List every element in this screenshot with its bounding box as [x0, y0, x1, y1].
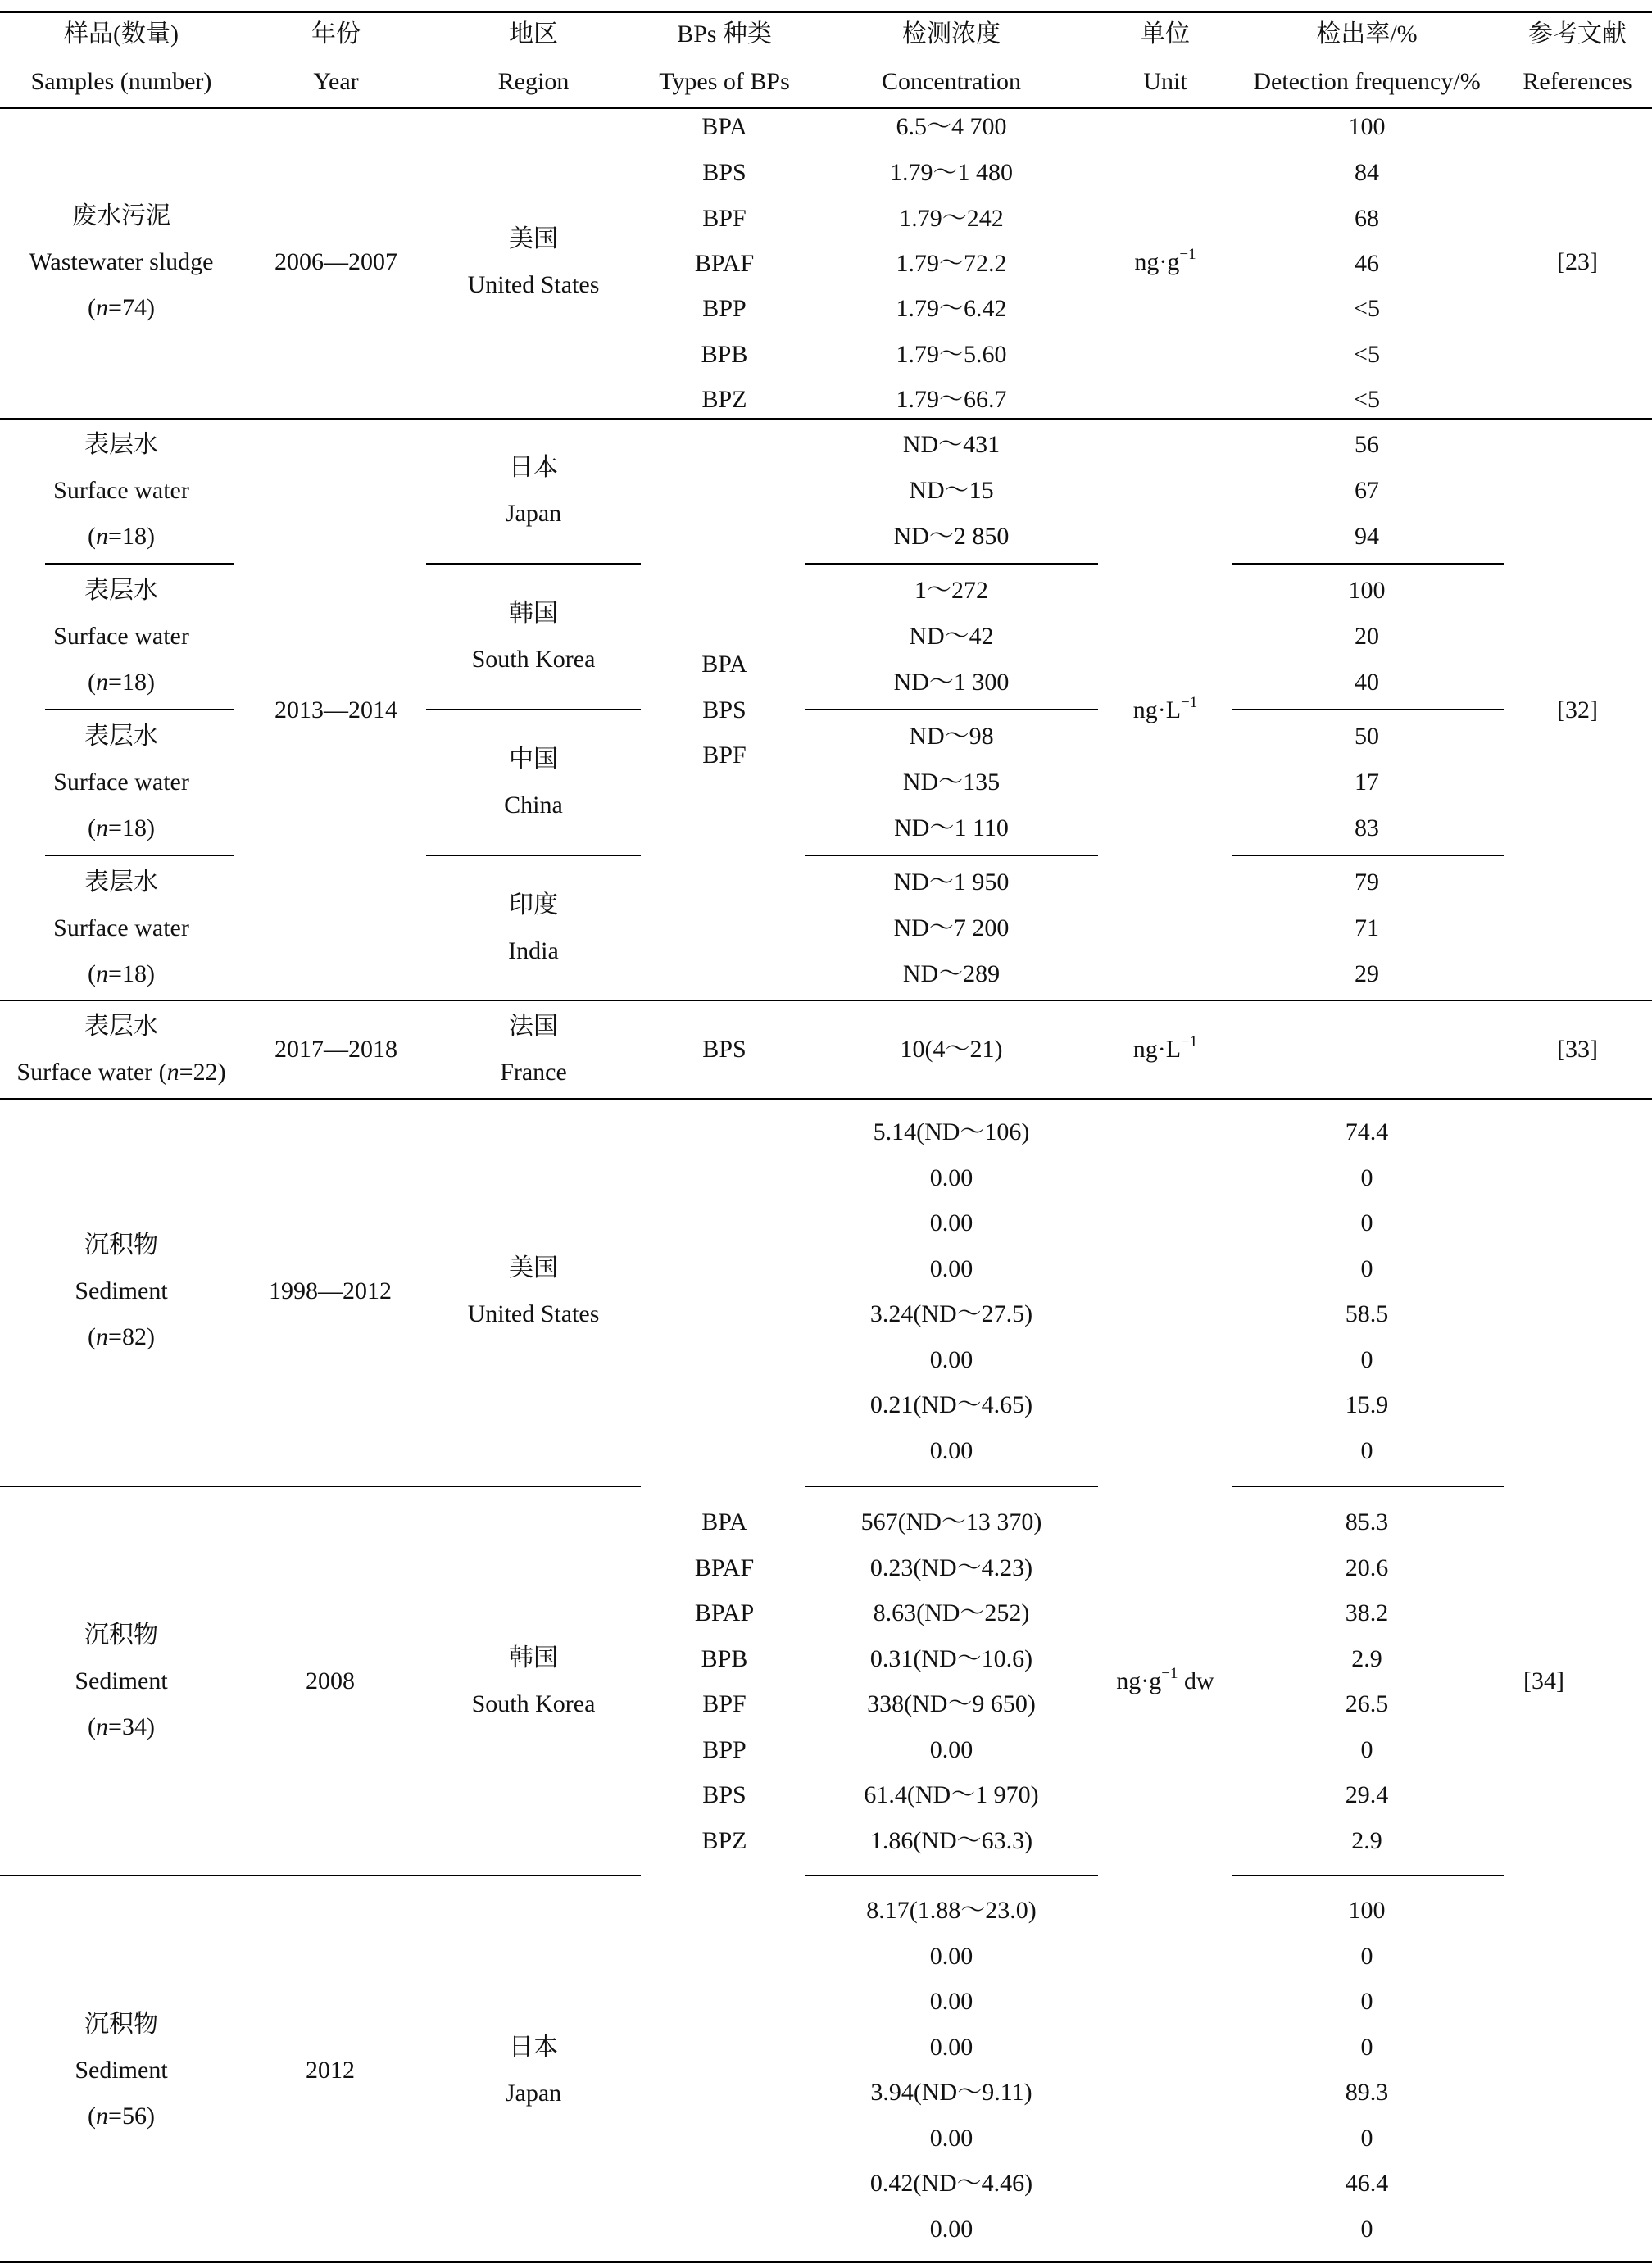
subgroup-divider [0, 1486, 641, 1487]
frequency-cell: 0 [1360, 1437, 1373, 1464]
frequency-cell: 50 [1355, 723, 1379, 750]
header-types-zh: BPs 种类 [677, 20, 772, 48]
table-top-rule [0, 11, 1652, 13]
concentration-cell: 0.23(ND～4.23) [869, 1554, 1033, 1581]
frequency-cell: 100 [1348, 1897, 1386, 1924]
type-cell: BPS [702, 1781, 747, 1808]
unit-text: ng·g [1134, 248, 1180, 275]
type-cell: BPA [701, 651, 747, 678]
header-ref-en: References [1523, 68, 1632, 95]
type-cell: BPAP [694, 1599, 755, 1626]
frequency-cell: 20 [1355, 623, 1379, 650]
frequency-cell: 38.2 [1345, 1599, 1389, 1626]
concentration-cell: 1.86(ND～63.3) [869, 1827, 1033, 1854]
unit-exponent: −1 [1161, 1665, 1178, 1682]
frequency-cell: 17 [1355, 769, 1379, 796]
unit-suffix: dw [1178, 1667, 1214, 1694]
concentration-cell: 1.79～5.60 [896, 341, 1007, 368]
sample-n: (n=18) [88, 814, 155, 841]
subgroup-divider [45, 855, 234, 856]
subgroup-divider [1232, 563, 1504, 565]
header-types-en: Types of BPs [659, 68, 790, 95]
unit-cell [1132, 1033, 1198, 1063]
region-zh: 中国 [509, 746, 558, 773]
sample-n: (n=74) [88, 294, 155, 321]
concentration-cell: 1.79～66.7 [896, 386, 1007, 413]
frequency-cell: 67 [1355, 477, 1379, 504]
table-bottom-rule [0, 2261, 1652, 2263]
concentration-cell: ND～135 [902, 769, 1001, 796]
concentration-cell: 0.21(ND～4.65) [869, 1391, 1033, 1418]
type-cell: BPZ [701, 386, 747, 413]
frequency-cell: 0 [1360, 2216, 1373, 2243]
frequency-cell: 26.5 [1345, 1690, 1389, 1717]
region-en: South Korea [471, 1690, 596, 1717]
concentration-cell: 1～272 [914, 577, 988, 604]
reference-cell: [33] [1557, 1036, 1598, 1063]
type-cell: BPZ [701, 1827, 747, 1854]
frequency-cell: <5 [1354, 295, 1380, 322]
region-zh: 日本 [509, 2034, 558, 2061]
sample-n: (n=18) [88, 960, 155, 987]
sample-zh: 表层水 [84, 1013, 158, 1040]
concentration-cell: 0.00 [929, 1346, 974, 1373]
frequency-cell: 58.5 [1345, 1300, 1389, 1327]
unit-exponent: −1 [1181, 1033, 1198, 1050]
reference-cell: [34] [1523, 1667, 1564, 1694]
sample-zh: 表层水 [84, 431, 158, 458]
header-unit-zh: 单位 [1141, 20, 1190, 48]
subgroup-divider [805, 563, 1098, 565]
sample-zh: 表层水 [84, 869, 158, 896]
frequency-cell: 29.4 [1345, 1781, 1389, 1808]
concentration-cell: 1.79～1 480 [890, 159, 1013, 186]
sample-en: Surface water [53, 769, 189, 796]
concentration-cell: 6.5～4 700 [896, 113, 1007, 140]
concentration-cell: 3.94(ND～9.11) [870, 2079, 1032, 2106]
frequency-cell: 85.3 [1345, 1508, 1389, 1535]
frequency-cell: 79 [1355, 869, 1379, 896]
frequency-cell: 0 [1360, 2034, 1373, 2061]
concentration-cell: 0.00 [929, 2034, 974, 2061]
region-en: United States [467, 271, 600, 298]
header-freq-en: Detection frequency/% [1253, 68, 1481, 95]
frequency-cell: 46 [1355, 250, 1379, 277]
concentration-cell: ND～1 950 [893, 869, 1010, 896]
year-cell: 2012 [306, 2057, 355, 2084]
region-zh: 美国 [509, 1254, 558, 1281]
sample-n-value: 56 [121, 2102, 147, 2130]
sample-en: Sediment [75, 2057, 168, 2084]
sample-en: Surface water [53, 477, 189, 504]
region-en: China [504, 792, 563, 819]
subgroup-divider [426, 855, 641, 856]
concentration-cell: ND～42 [909, 623, 994, 650]
sample-n: (n=34) [88, 1713, 155, 1740]
sample-en: Surface water [53, 623, 189, 650]
unit-text: ng·L [1132, 1036, 1182, 1063]
sample-en: Sediment [75, 1277, 168, 1304]
frequency-cell: 83 [1355, 814, 1379, 841]
header-ref-zh: 参考文献 [1528, 20, 1627, 48]
subgroup-divider [1232, 709, 1504, 710]
concentration-cell: 0.00 [929, 1988, 974, 2015]
concentration-cell: 0.00 [929, 1736, 974, 1763]
frequency-cell: 68 [1355, 205, 1379, 232]
subgroup-divider [1232, 1486, 1504, 1487]
subgroup-divider [45, 563, 234, 565]
concentration-cell: ND～1 110 [894, 814, 1009, 841]
type-cell: BPF [702, 742, 747, 769]
sample-n-value: 18 [121, 669, 147, 696]
frequency-cell: 20.6 [1345, 1554, 1389, 1581]
frequency-cell: 2.9 [1351, 1645, 1382, 1672]
subgroup-divider [426, 709, 641, 710]
concentration-cell: 5.14(ND～106) [873, 1118, 1030, 1145]
type-cell: BPS [702, 696, 747, 723]
region-zh: 韩国 [509, 1644, 558, 1672]
type-cell: BPF [702, 205, 747, 232]
unit-text: ng·g [1116, 1667, 1162, 1694]
frequency-cell: 2.9 [1351, 1827, 1382, 1854]
sample-n: (n=18) [88, 523, 155, 550]
concentration-cell: ND～1 300 [893, 669, 1010, 696]
sample-en: Surface water (n=22) [16, 1059, 226, 1086]
sample-en: Surface water [53, 914, 189, 941]
concentration-cell: 0.00 [929, 2125, 974, 2152]
frequency-cell: 0 [1360, 2125, 1373, 2152]
region-en: India [508, 937, 559, 964]
type-cell: BPA [701, 113, 747, 140]
group-divider [0, 1098, 1652, 1100]
year-cell: 2013—2014 [275, 696, 397, 723]
sample-n-value: 18 [121, 960, 147, 987]
subgroup-divider [805, 1875, 1098, 1876]
region-en: Japan [505, 2080, 562, 2107]
concentration-cell: 0.00 [929, 1255, 974, 1282]
frequency-cell: 0 [1360, 1209, 1373, 1236]
frequency-cell: 0 [1360, 1255, 1373, 1282]
frequency-cell: 15.9 [1345, 1391, 1389, 1418]
header-conc-zh: 检测浓度 [902, 20, 1001, 48]
header-region-zh: 地区 [509, 20, 558, 48]
concentration-cell: 1.79～242 [899, 205, 1004, 232]
sample-n-value: 22 [193, 1059, 218, 1086]
frequency-cell: 0 [1360, 1988, 1373, 2015]
type-cell: BPS [702, 159, 747, 186]
region-en: South Korea [471, 646, 596, 673]
sample-zh: 沉积物 [84, 1622, 158, 1649]
type-cell: BPP [702, 1736, 747, 1763]
frequency-cell: 89.3 [1345, 2079, 1389, 2106]
type-cell: BPB [701, 1645, 748, 1672]
frequency-cell: 0 [1360, 1736, 1373, 1763]
frequency-cell: <5 [1354, 341, 1380, 368]
concentration-cell: 8.17(1.88～23.0) [866, 1897, 1037, 1924]
subgroup-divider [805, 709, 1098, 710]
concentration-cell: ND～98 [909, 723, 994, 750]
subgroup-divider [805, 1486, 1098, 1487]
sample-zh: 废水污泥 [72, 202, 170, 229]
region-zh: 日本 [509, 454, 558, 481]
year-cell: 2006—2007 [275, 248, 397, 275]
frequency-cell: 100 [1348, 113, 1386, 140]
header-samples-zh: 样品(数量) [64, 20, 179, 48]
sample-n-value: 18 [121, 814, 147, 841]
region-zh: 美国 [509, 225, 558, 252]
concentration-cell: 10(4～21) [900, 1036, 1003, 1063]
region-zh: 印度 [509, 891, 558, 919]
frequency-cell: 46.4 [1345, 2170, 1389, 2197]
concentration-cell: 1.79～6.42 [896, 295, 1007, 322]
unit-cell [1132, 694, 1198, 723]
header-year-en: Year [313, 68, 359, 95]
header-region-en: Region [497, 68, 570, 95]
concentration-cell: 1.79～72.2 [896, 250, 1007, 277]
unit-cell [1134, 246, 1196, 275]
group-divider [0, 418, 1652, 420]
concentration-cell: ND～289 [902, 960, 1001, 987]
sample-n-value: 82 [121, 1323, 147, 1350]
header-unit-en: Unit [1143, 68, 1187, 95]
year-cell: 1998—2012 [269, 1277, 392, 1304]
sample-en: Sediment [75, 1667, 168, 1694]
type-cell: BPA [701, 1508, 747, 1535]
sample-n: (n=56) [88, 2102, 155, 2130]
region-en: Japan [505, 500, 562, 527]
header-year-zh: 年份 [311, 20, 361, 48]
concentration-cell: 0.00 [929, 2216, 974, 2243]
concentration-cell: 0.42(ND～4.46) [869, 2170, 1033, 2197]
subgroup-divider [1232, 1875, 1504, 1876]
concentration-cell: ND～2 850 [893, 523, 1010, 550]
region-en: France [500, 1059, 567, 1086]
frequency-cell: 94 [1355, 523, 1379, 550]
header-samples-en: Samples (number) [30, 68, 212, 95]
concentration-cell: ND～7 200 [893, 914, 1010, 941]
frequency-cell: 84 [1355, 159, 1379, 186]
type-cell: BPAF [694, 1554, 755, 1581]
frequency-cell: 71 [1355, 914, 1379, 941]
frequency-cell: 0 [1360, 1346, 1373, 1373]
subgroup-divider [45, 709, 234, 710]
sample-zh: 沉积物 [84, 1232, 158, 1259]
sample-zh: 表层水 [84, 577, 158, 604]
reference-cell: [23] [1557, 248, 1598, 275]
frequency-cell: 0 [1360, 1943, 1373, 1970]
header-freq-zh: 检出率/% [1316, 20, 1418, 48]
concentration-cell: 8.63(ND～252) [873, 1599, 1030, 1626]
sample-en-text: Surface water [16, 1059, 153, 1086]
year-cell: 2017—2018 [275, 1036, 397, 1063]
sample-en: Wastewater sludge [29, 248, 214, 275]
concentration-cell: 61.4(ND～1 970) [864, 1781, 1039, 1808]
concentration-cell: 0.00 [929, 1209, 974, 1236]
frequency-cell: 0 [1360, 1164, 1373, 1191]
region-zh: 法国 [509, 1013, 558, 1040]
frequency-cell: 74.4 [1345, 1118, 1389, 1145]
reference-cell: [32] [1557, 696, 1598, 723]
concentration-cell: 3.24(ND～27.5) [869, 1300, 1033, 1327]
concentration-cell: 0.00 [929, 1437, 974, 1464]
unit-exponent: −1 [1181, 694, 1198, 711]
frequency-cell: 29 [1355, 960, 1379, 987]
unit-exponent: −1 [1179, 246, 1196, 263]
subgroup-divider [1232, 855, 1504, 856]
concentration-cell: 0.31(ND～10.6) [869, 1645, 1033, 1672]
sample-zh: 沉积物 [84, 2011, 158, 2038]
type-cell: BPB [701, 341, 748, 368]
year-cell: 2008 [306, 1667, 355, 1694]
sample-n: (n=82) [88, 1323, 155, 1350]
sample-n: (n=18) [88, 669, 155, 696]
subgroup-divider [426, 563, 641, 565]
region-en: United States [467, 1300, 600, 1327]
unit-text: ng·L [1132, 696, 1182, 723]
frequency-cell: 40 [1355, 669, 1379, 696]
frequency-cell: 100 [1348, 577, 1386, 604]
concentration-cell: ND～15 [909, 477, 994, 504]
sample-n-value: 18 [121, 523, 147, 550]
concentration-cell: 338(ND～9 650) [867, 1690, 1036, 1717]
unit-cell [1116, 1665, 1214, 1694]
subgroup-divider [0, 1875, 641, 1876]
frequency-cell: <5 [1354, 386, 1380, 413]
concentration-cell: 567(ND～13 370) [860, 1508, 1042, 1535]
type-cell: BPS [702, 1036, 747, 1063]
group-divider [0, 1000, 1652, 1001]
type-cell: BPAF [694, 250, 755, 277]
sample-n-value: 34 [121, 1713, 147, 1740]
header-bottom-rule [0, 107, 1652, 109]
frequency-cell: 56 [1355, 431, 1379, 458]
region-zh: 韩国 [509, 600, 558, 627]
sample-zh: 表层水 [84, 723, 158, 750]
type-cell: BPP [702, 295, 747, 322]
concentration-cell: 0.00 [929, 1943, 974, 1970]
header-conc-en: Concentration [882, 68, 1021, 95]
concentration-cell: 0.00 [929, 1164, 974, 1191]
subgroup-divider [805, 855, 1098, 856]
concentration-cell: ND～431 [902, 431, 1001, 458]
type-cell: BPF [702, 1690, 747, 1717]
sample-n-value: 74 [121, 294, 147, 321]
